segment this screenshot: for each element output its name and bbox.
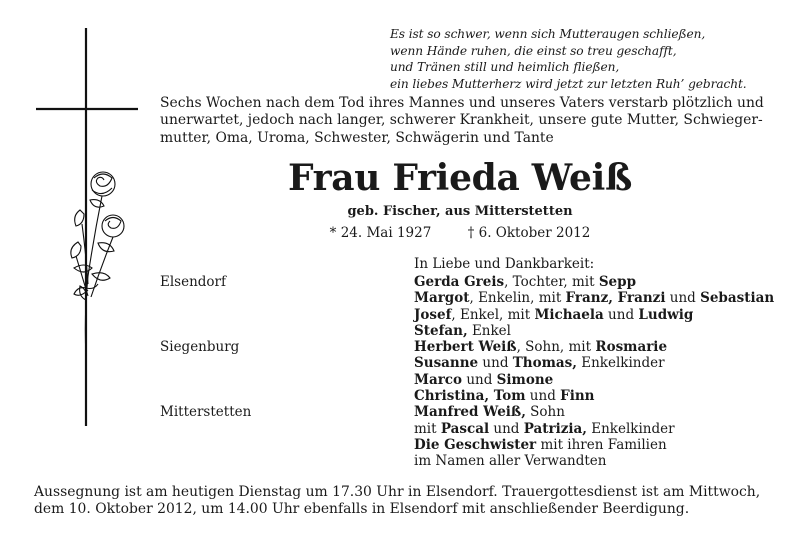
mourner-text: und [462,371,497,388]
poem-line: wenn Hände ruhen, die einst so treu geschafft, [390,43,677,58]
mourner-name: Patrizia, [523,420,587,437]
mourner-line [414,307,774,323]
cross-with-roses-icon [30,28,150,428]
mourner-name: Sebastian [700,290,775,307]
mourner-name: Thomas, [512,355,577,372]
intro-text [160,95,765,147]
place-elsendorf: Elsendorf [160,274,227,290]
mourner-name: Die Geschwister [414,436,537,453]
mourner-text: Sohn [525,404,565,421]
mourner-text: , Tochter, mit [504,274,599,290]
mourner-text: und [665,290,701,307]
mourner-line [414,404,774,420]
mourner-text: , Enkel, mit [451,306,535,323]
mourner-name: Pascal [440,420,490,437]
mourner-text: und [489,420,524,437]
mourner-line [414,388,774,404]
mourner-text: Enkelkinder [576,355,665,372]
thanks-heading: In Liebe und Dankbarkeit: [414,256,595,272]
intro-line: unerwartet, jedoch nach langer, schwerer Krankheit, unsere gute Mutter, Schwieger- [160,112,763,129]
mourner-text: , Sohn, mit [516,339,596,356]
mourner-name: Manfred Weiß, [414,404,526,421]
mourner-name: Simone [496,371,554,388]
mourner-line [414,323,774,339]
poem-line: ein liebes Mutterherz wird jetzt zur letzten Ruh’ gebracht. [390,76,747,91]
mourner-line [414,274,774,290]
mourner-text: Enkel [467,322,511,339]
poem [390,26,780,92]
poem-line: Es ist so schwer, wenn sich Mutteraugen schließen, [390,27,706,41]
mourner-name: Margot [414,290,470,307]
mourner-name: Josef [414,306,452,323]
mourner-name: Michaela [534,306,604,323]
mourner-line [414,355,774,371]
life-dates [160,225,760,241]
maiden-name-origin: geb. Fischer, aus Mitterstetten [347,204,573,219]
mourner-name: Susanne [414,355,479,372]
mourner-line [414,372,774,388]
place-mitterstetten: Mitterstetten [160,404,252,420]
mourner-text: mit [414,420,441,437]
mourner-line [414,453,774,469]
mourner-name: Marco [414,371,463,388]
deceased-name: Frau Frieda Weiß [287,157,633,199]
mourner-name: Finn [560,388,595,405]
mourner-line [414,339,774,355]
birth-date: * 24. Mai 1927 [329,225,432,241]
mourner-name: Rosmarie [595,339,668,356]
mourner-line [414,437,774,453]
mourner-text: und [603,306,639,323]
mourner-line [414,421,774,437]
mourner-name: Gerda Greis [414,274,505,290]
funeral-info-line: Aussegnung ist am heutigen Dienstag um 17.30 Uhr in Elsendorf. Trauergottesdienst ist am Mittwoch, [34,484,761,500]
mourner-name: Ludwig [638,306,694,323]
mourner-text: Enkelkinder [586,420,675,437]
mourner-text: , Enkelin, mit [469,290,566,307]
mourner-text: mit ihren Familien [536,436,667,453]
intro-line: mutter, Oma, Uroma, Schwester, Schwägerin und Tante [160,129,554,146]
mourner-name: Herbert Weiß [414,339,517,356]
mourners-list [414,274,774,470]
funeral-info [34,484,774,519]
place-siegenburg: Siegenburg [160,339,240,355]
mourner-name: Stefan, [414,322,468,339]
mourner-name: Sepp [598,274,637,290]
intro-line: Sechs Wochen nach dem Tod ihres Mannes und unseres Vaters verstarb plötzlich und [160,95,764,111]
death-date: † 6. Oktober 2012 [467,225,591,241]
poem-line: und Tränen still und heimlich fließen, [390,60,620,74]
mourner-text: und [525,388,561,405]
mourner-line [414,290,774,306]
funeral-info-line: dem 10. Oktober 2012, um 14.00 Uhr ebenfalls in Elsendorf mit anschließender Beerdigung. [34,501,690,518]
mourner-name: Franz, Franzi [565,290,666,307]
mourner-name: Christina, Tom [414,388,526,405]
mourner-text: im Namen aller Verwandten [414,453,607,470]
mourner-text: und [478,355,513,372]
